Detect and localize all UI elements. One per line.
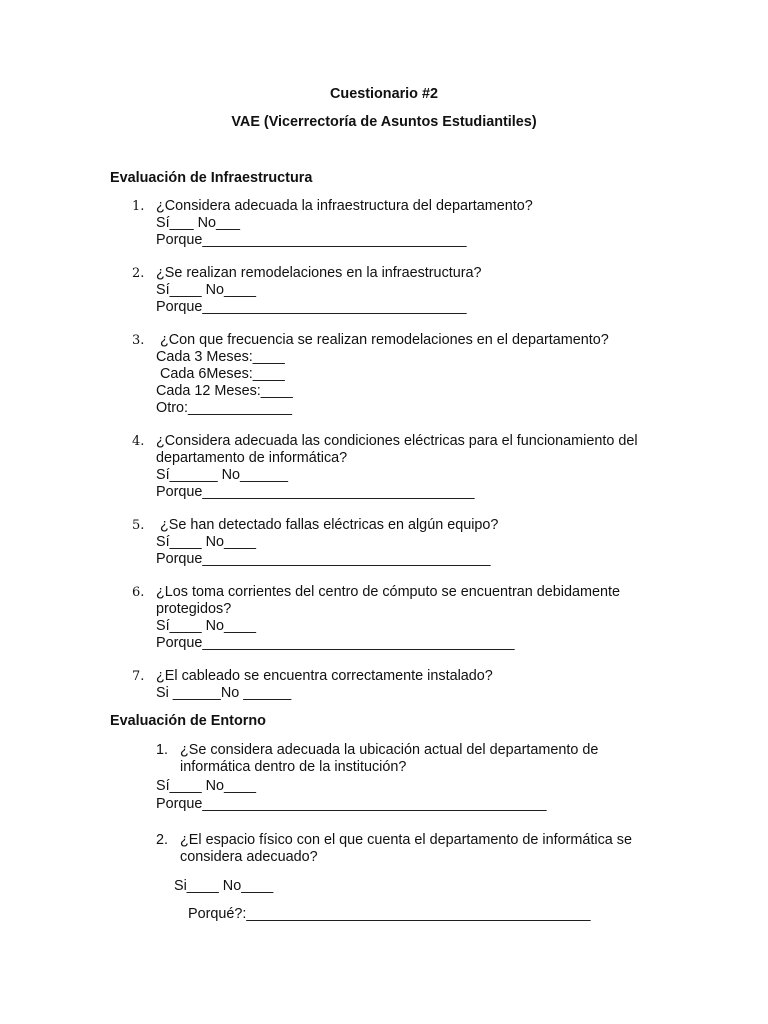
- question-infra-6: [132, 584, 672, 652]
- answer-option-6-months: Cada 6Meses:____: [156, 366, 285, 382]
- answer-reason: Porqué?:___________________________________________: [188, 906, 591, 922]
- question-number: 5.: [132, 518, 145, 533]
- answer-yes-no: Sí___ No___: [156, 215, 241, 231]
- question-infra-2: [132, 265, 672, 316]
- question-infra-7: [132, 668, 672, 702]
- question-text: ¿Los toma corrientes del centro de cómputo se encuentran debidamente protegidos?: [156, 584, 620, 617]
- question-text: ¿Se realizan remodelaciones en la infraestructura?: [156, 265, 482, 281]
- answer-option-other: Otro:_____________: [156, 400, 293, 416]
- answer-yes-no: Sí____ No____: [156, 778, 257, 794]
- question-text: ¿Se considera adecuada la ubicación actual del departamento de informática dentro de la institución?: [180, 742, 599, 775]
- question-number: 6.: [132, 585, 145, 600]
- section-heading-infraestructura: Evaluación de Infraestructura: [110, 170, 313, 186]
- answer-reason: Porque_________________________________: [156, 232, 467, 248]
- document-title: Cuestionario #2: [330, 86, 438, 102]
- question-number: 3.: [132, 333, 145, 348]
- answer-reason: Porque___________________________________________: [156, 796, 547, 812]
- question-infra-4: [132, 433, 672, 501]
- question-entorno-1: [156, 742, 676, 776]
- answer-yes-no: Sí____ No____: [156, 534, 257, 550]
- document-subtitle: VAE (Vicerrectoría de Asuntos Estudiantiles): [231, 114, 537, 130]
- question-number: 2.: [132, 266, 145, 281]
- answer-reason: Porque_______________________________________: [156, 635, 515, 651]
- answer-yes-no: Si ______No ______: [156, 685, 292, 701]
- answer-option-12-months: Cada 12 Meses:____: [156, 383, 293, 399]
- answer-yes-no: Sí____ No____: [156, 618, 257, 634]
- question-text: ¿El espacio físico con el que cuenta el departamento de informática se considera adecuado?: [180, 832, 632, 865]
- question-infra-5: [132, 517, 672, 568]
- answer-option-3-months: Cada 3 Meses:____: [156, 349, 285, 365]
- question-text: ¿Con que frecuencia se realizan remodelaciones en el departamento?: [156, 332, 609, 348]
- question-number: 1.: [132, 199, 145, 214]
- section-heading-entorno: Evaluación de Entorno: [110, 713, 266, 729]
- answer-reason: Porque_________________________________: [156, 299, 467, 315]
- question-entorno-2: [156, 832, 676, 866]
- question-number: 4.: [132, 434, 145, 449]
- question-text: ¿Considera adecuada la infraestructura del departamento?: [156, 198, 533, 214]
- answer-yes-no: Si____ No____: [174, 878, 274, 894]
- question-number: 2.: [156, 832, 169, 848]
- question-infra-1: [132, 198, 672, 249]
- answer-reason: Porque__________________________________: [156, 484, 475, 500]
- question-number: 7.: [132, 669, 145, 684]
- answer-yes-no: Sí____ No____: [156, 282, 257, 298]
- question-text: ¿Se han detectado fallas eléctricas en algún equipo?: [156, 517, 499, 533]
- question-text: ¿Considera adecuada las condiciones eléctricas para el funcionamiento del departamento de informática?: [156, 433, 638, 466]
- answer-yes-no: Sí______ No______: [156, 467, 289, 483]
- question-infra-3: [132, 332, 672, 417]
- question-number: 1.: [156, 742, 169, 758]
- question-text: ¿El cableado se encuentra correctamente instalado?: [156, 668, 493, 684]
- answer-reason: Porque____________________________________: [156, 551, 491, 567]
